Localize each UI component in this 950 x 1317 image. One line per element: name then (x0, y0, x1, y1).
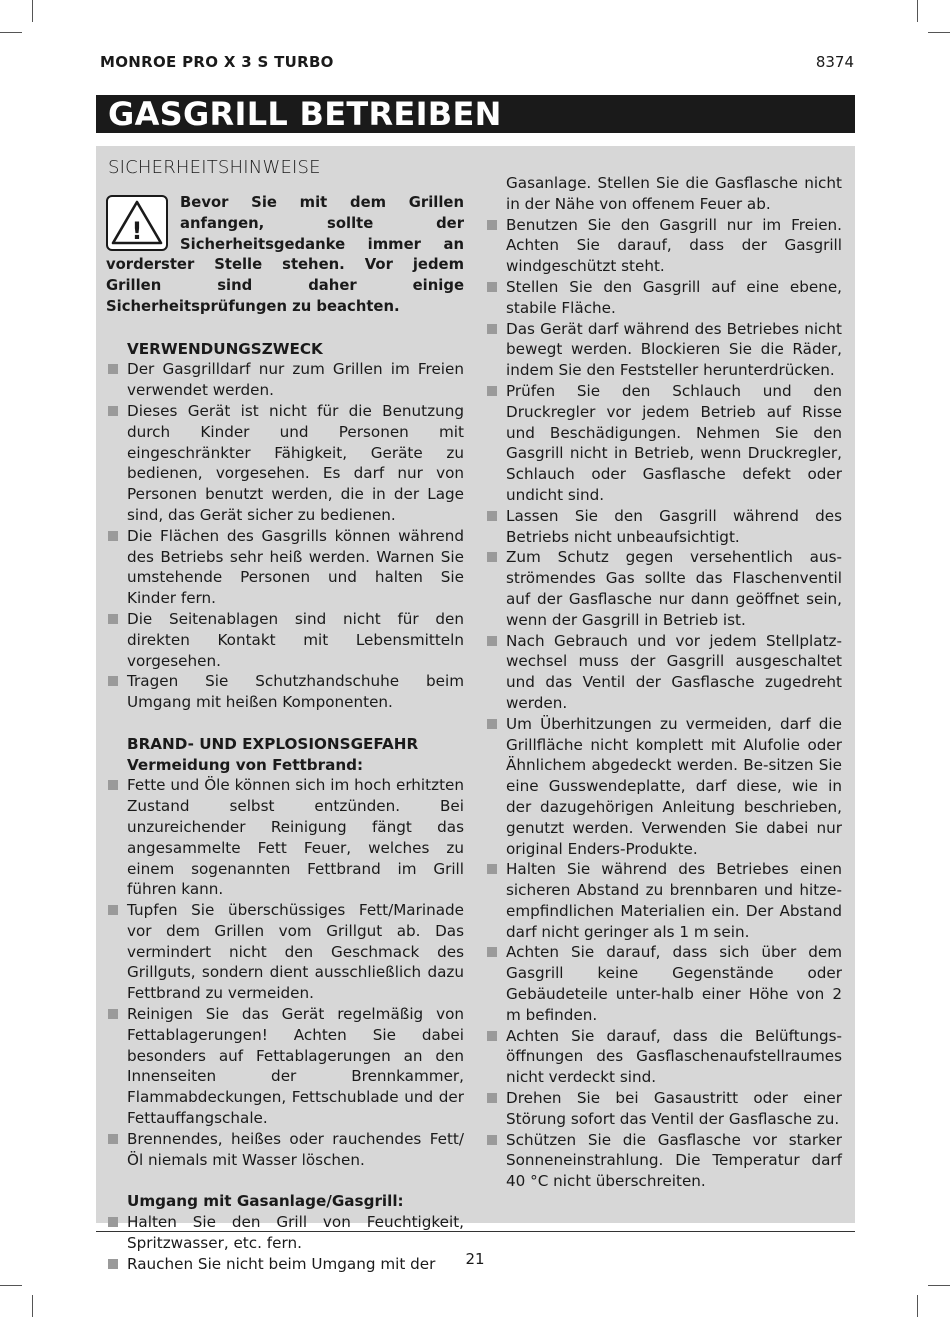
warning-icon (106, 195, 168, 251)
left-column (106, 193, 464, 1274)
list-item: Dieses Gerät ist nicht für die Benutzung durch Kinder und Personen mit eingeschränkter Fähigkeit, Geräte zu bedienen, vorgesehen. Es darf nur von Personen benutzt werden, die in der Lage sind, das Gerät sicher zu bedienen. (106, 401, 464, 526)
page-title: GASGRILL BETREIBEN (96, 95, 855, 133)
list-item: Benutzen Sie den Gasgrill nur im Freien. Achten Sie darauf, dass der Gasgrill windgeschützt steht. (485, 215, 842, 277)
list-item-continuation: Gasanlage. Stellen Sie die Gasflasche nicht in der Nähe von offenem Feuer ab. (506, 174, 842, 213)
list-item: Tupfen Sie überschüssiges Fett/Marinade vor dem Grillen vom Grillgut ab. Das vermindert nicht den Geschmack des Grillguts, sondern dient ausschließlich dazu Fettbrand zu vermeiden. (106, 900, 464, 1004)
intro-text: Bevor Sie mit dem Grillen anfangen, sollte der Sicherheitsgedanke immer an vorderster Stelle stehen. Vor jedem Grillen sind daher einige Sicherheitsprüfungen zu beachten. (106, 194, 464, 315)
list-item: Brennendes, heißes oder rauchendes Fett/ Öl niemals mit Wasser löschen. (106, 1129, 464, 1171)
list-item: Drehen Sie bei Gasaustritt oder einer Störung sofort das Ventil der Gasflasche zu. (485, 1088, 842, 1130)
list-item: Der Gasgrilldarf nur zum Grillen im Freien verwendet werden. (106, 359, 464, 401)
model-name: MONROE PRO X 3 S TURBO (100, 53, 334, 71)
list-item: Das Gerät darf während des Betriebes nicht bewegt werden. Blockieren Sie die Räder, indem Sie den Feststeller herunterdrücken. (485, 319, 842, 381)
crop-mark (917, 0, 918, 22)
crop-mark (32, 1295, 33, 1317)
page-number: 21 (465, 1250, 485, 1268)
list-item: Halten Sie während des Betriebes einen sicheren Abstand zu brennbaren und hitze-empfindlichen Materialien ein. Der Abstand darf nicht geringer als 1 m sein. (485, 859, 842, 942)
list-item: Die Seitenablagen sind nicht für den direkten Kontakt mit Lebensmitteln vorgesehen. (106, 609, 464, 671)
warning-symbol: ! (131, 217, 143, 245)
list-item: Tragen Sie Schutzhandschuhe beim Umgang mit heißen Komponenten. (106, 671, 464, 713)
fire-list (106, 775, 464, 1170)
usage-list (106, 359, 464, 713)
list-item: Prüfen Sie den Schlauch und den Druckregler vor jedem Betrieb auf Risse und Beschädigungen. Nehmen Sie den Gasgrill nicht in Betrieb, wenn Druckregler, Schlauch oder Gasflasche defekt oder undicht sind. (485, 381, 842, 506)
crop-mark (928, 1285, 950, 1286)
usage-heading: VERWENDUNGSZWECK (127, 339, 323, 358)
list-item: Halten Sie den Grill von Feuchtigkeit, Spritzwasser, etc. fern. (106, 1212, 464, 1254)
list-item: Lassen Sie den Gasgrill während des Betriebs nicht unbeaufsichtigt. (485, 506, 842, 548)
list-item: Um Überhitzungen zu vermeiden, darf die Grillfläche nicht komplett mit Alufolie oder Ähnlichem abgedeckt werden. Be-sitzen Sie eine Gusswendeplatte, darf diese, wie in der dazugehörigen Anleitung beschrieben, genutzt werden. Verwenden Sie dabei nur original Enders-Produkte. (485, 714, 842, 860)
list-item: Schützen Sie die Gasflasche vor starker Sonneneinstrahlung. Die Temperatur darf 40 °C nicht überschreiten. (485, 1130, 842, 1192)
crop-mark (917, 1295, 918, 1317)
crop-mark (928, 32, 950, 33)
intro-block (106, 193, 464, 318)
fire-subheading: Vermeidung von Fettbrand: (127, 755, 364, 774)
list-item: Zum Schutz gegen versehentlich aus-strömendes Gas sollte das Flaschenventil auf der Gasflasche nur dann geöffnet sein, wenn der Gasgrill in Betrieb ist. (485, 547, 842, 630)
section-title: SICHERHEITSHINWEISE (108, 157, 321, 178)
list-item: Stellen Sie den Gasgrill auf eine ebene, stabile Fläche. (485, 277, 842, 319)
list-item: Achten Sie darauf, dass sich über dem Gasgrill keine Gegenstände oder Gebäudeteile unter-halb einer Höhe von 2 m befinden. (485, 942, 842, 1025)
article-number: 8374 (815, 53, 854, 71)
list-item: Nach Gebrauch und vor jedem Stellplatz-wechsel muss der Gasgrill ausgeschaltet und das Ventil der Gasflasche zugedreht werden. (485, 631, 842, 714)
crop-mark (32, 0, 33, 22)
list-item: Achten Sie darauf, dass die Belüftungs-öffnungen des Gasflaschenaufstellraumes nicht verdeckt sind. (485, 1026, 842, 1088)
list-item: Fette und Öle können sich im hoch erhitzten Zustand selbst entzünden. Bei unzureichender Reinigung fängt das angesammelte Fett Feuer, welches zu einem sogenannten Fettbrand im Grill führen kann. (106, 775, 464, 900)
gas-subheading: Umgang mit Gasanlage/Gasgrill: (127, 1192, 404, 1211)
gas-list-continued (485, 215, 842, 1192)
fire-heading: BRAND- UND EXPLOSIONSGEFAHR (127, 734, 419, 753)
crop-mark (0, 32, 22, 33)
right-column (485, 173, 842, 1192)
list-item: Reinigen Sie das Gerät regelmäßig von Fettablagerungen! Achten Sie dabei besonders auf Fettablagerungen an den Innenseiten der Brennkammer, Flammabdeckungen, Fettschublade und der Fettauffangschale. (106, 1004, 464, 1129)
list-item: Rauchen Sie nicht beim Umgang mit der (106, 1254, 464, 1275)
footer-rule (96, 1231, 855, 1232)
crop-mark (0, 1285, 22, 1286)
list-item: Die Flächen des Gasgrills können während des Betriebs sehr heiß werden. Warnen Sie umstehende Personen und halten Sie Kinder fern. (106, 526, 464, 609)
